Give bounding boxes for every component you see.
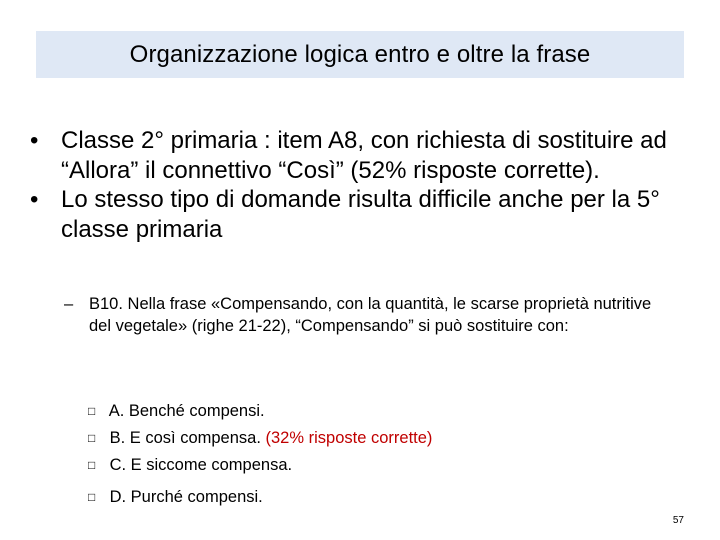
correct-answer-note: (32% risposte corrette) [265, 429, 433, 447]
bullet-text: Lo stesso tipo di domande risulta difficile anche per la 5° classe primaria [61, 186, 660, 243]
answer-option-c [88, 452, 648, 479]
bullet-item [28, 126, 698, 185]
bullet-text: Classe 2° primaria : item A8, con richiesta di sostituire ad “Allora” il connettivo “Così” (52% risposte corrette). [61, 127, 667, 184]
sub-bullet [64, 293, 674, 337]
checkbox-icon: □ [88, 458, 96, 472]
answer-option-label: A. Benché compensi. [108, 402, 265, 420]
answer-options [88, 398, 648, 511]
sub-bullet-text: B10. Nella frase «Compensando, con la quantità, le scarse proprietà nutritive del vegetale» (righe 21-22), “Compensando” si può sostituire con: [89, 295, 652, 335]
sub-bullet-marker: – [64, 295, 74, 313]
answer-option-a [88, 398, 648, 425]
answer-option-label: C. E siccome compensa. [109, 456, 293, 474]
answer-option-label: D. Purché compensi. [109, 488, 263, 506]
slide-title: Organizzazione logica entro e oltre la frase [129, 40, 591, 68]
bullet-marker: • [30, 186, 39, 213]
bullet-marker: • [30, 127, 39, 154]
bullet-list [28, 126, 698, 244]
checkbox-icon: □ [88, 404, 96, 418]
answer-option-d [88, 484, 648, 511]
bullet-item [28, 185, 698, 244]
answer-option-b [88, 425, 648, 452]
page-number: 57 [672, 515, 684, 526]
checkbox-icon: □ [88, 490, 96, 504]
checkbox-icon: □ [88, 431, 96, 445]
title-bar [36, 31, 684, 78]
answer-option-label: B. E così compensa. [109, 429, 261, 447]
